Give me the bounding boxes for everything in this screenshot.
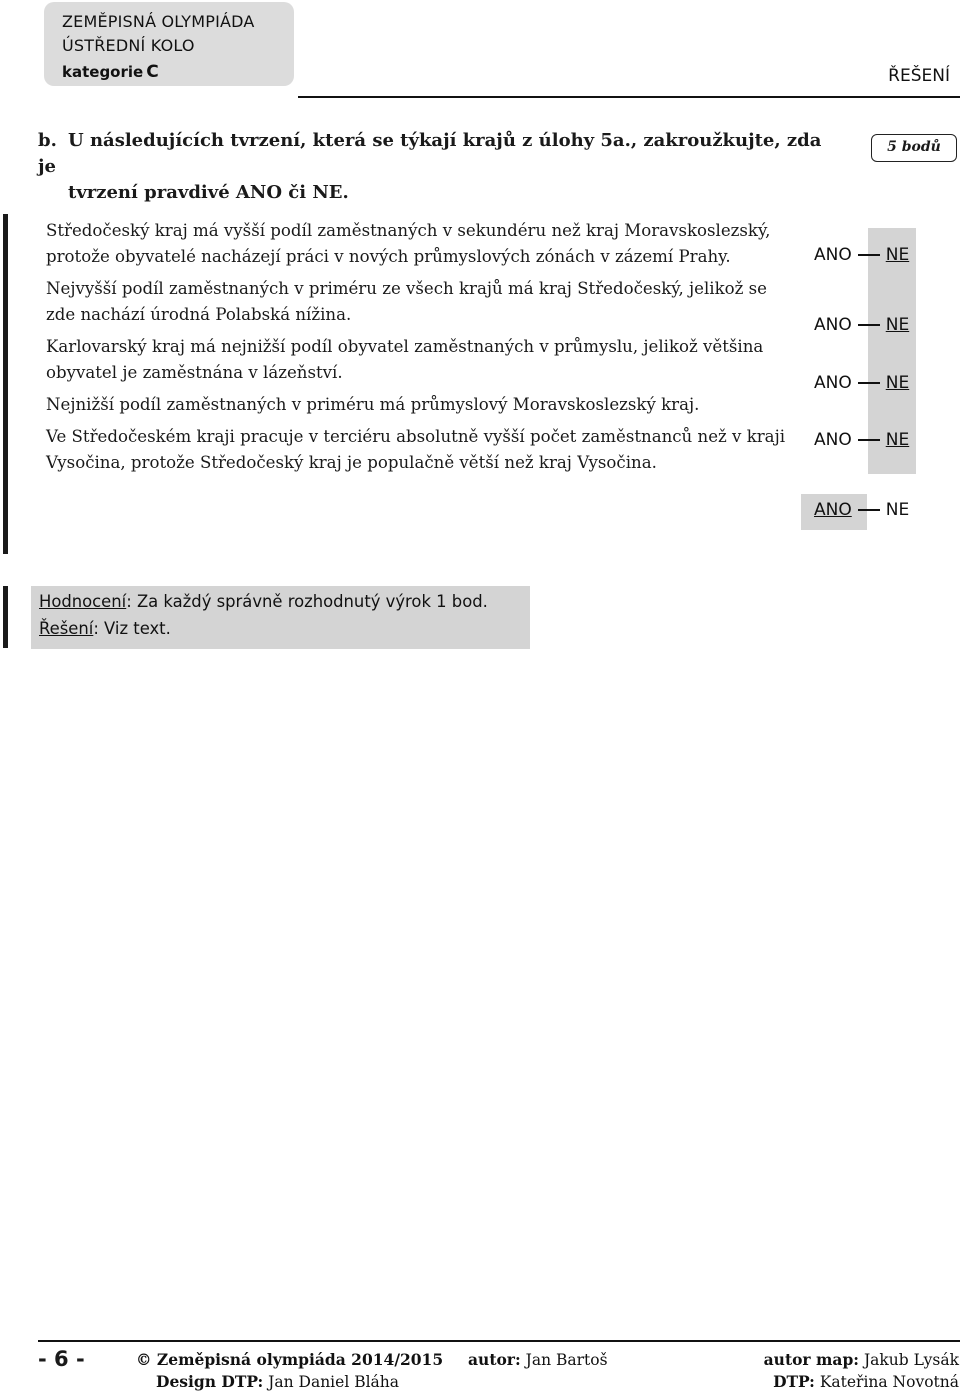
footer-author: autor: Jan Bartoš bbox=[468, 1350, 608, 1369]
header-category bbox=[62, 58, 276, 86]
reseni-text: : Viz text. bbox=[93, 619, 171, 638]
statement-1: Středočeský kraj má vyšší podíl zaměstnaných v sekundéru než kraj Moravskoslezský, protože obyvatelé nacházejí práci v nových průmyslových zónách v zázemí Prahy. bbox=[46, 221, 771, 266]
answer-4 bbox=[814, 430, 909, 450]
header-title: ZEMĚPISNÁ OLYMPIÁDA bbox=[62, 12, 255, 31]
answer-no: NE bbox=[885, 500, 910, 520]
footer-dtp: DTP: Kateřina Novotná bbox=[773, 1372, 959, 1391]
evaluation-margin-bar bbox=[3, 586, 8, 648]
header-round: ÚSTŘEDNÍ KOLO bbox=[62, 36, 195, 55]
statement-3: Karlovarský kraj má nejnižší podíl obyvatel zaměstnaných v průmyslu, jelikož většina obyvatel je zaměstnána v lázeňství. bbox=[46, 337, 764, 382]
answer-yes: ANO bbox=[814, 245, 852, 265]
answer-no-chosen: NE bbox=[885, 373, 910, 393]
hodnoceni-text: : Za každý správně rozhodnutý výrok 1 bod. bbox=[126, 592, 488, 611]
answer-yes: ANO bbox=[814, 373, 852, 393]
statements-list bbox=[46, 218, 786, 482]
answer-yes: ANO bbox=[814, 315, 852, 335]
task-instruction bbox=[38, 128, 838, 206]
category-label: kategorie bbox=[62, 63, 144, 81]
answer-no-chosen: NE bbox=[885, 245, 910, 265]
reseni-label: Řešení bbox=[39, 619, 94, 638]
answer-3 bbox=[814, 373, 909, 393]
statement-5: Ve Středočeském kraji pracuje v terciéru absolutně vyšší počet zaměstnanců než v kraji Vysočina, protože Středočeský kraj je populačně větší než kraj Vysočina. bbox=[46, 427, 786, 472]
evaluation-box bbox=[31, 586, 530, 649]
answer-no-chosen: NE bbox=[885, 430, 910, 450]
answer-dash bbox=[858, 439, 880, 441]
header-divider bbox=[298, 96, 960, 98]
section-label: ŘEŠENÍ bbox=[888, 66, 950, 86]
answer-5 bbox=[814, 500, 909, 520]
page-number: - 6 - bbox=[38, 1347, 85, 1371]
answer-1 bbox=[814, 245, 909, 265]
answer-2 bbox=[814, 315, 909, 335]
statement-2: Nejvyšší podíl zaměstnaných v priméru ze všech krajů má kraj Středočeský, jelikož se zde nachází úrodná Polabská nížina. bbox=[46, 279, 767, 324]
footer-divider bbox=[38, 1340, 960, 1342]
answer-yes-chosen: ANO bbox=[814, 500, 852, 520]
footer-copyright: © Zeměpisná olympiáda 2014/2015 bbox=[136, 1350, 444, 1369]
statement-4: Nejnižší podíl zaměstnaných v priméru má průmyslový Moravskoslezský kraj. bbox=[46, 395, 700, 414]
answer-dash bbox=[858, 254, 880, 256]
answer-no-chosen: NE bbox=[885, 315, 910, 335]
competition-header bbox=[44, 2, 294, 86]
points-badge: 5 bodů bbox=[871, 134, 957, 162]
task-line-2: tvrzení pravdivé ANO či NE. bbox=[68, 182, 349, 203]
footer-design-dtp: Design DTP: Jan Daniel Bláha bbox=[156, 1372, 400, 1391]
evaluation-solution bbox=[39, 615, 522, 642]
category-letter: C bbox=[146, 62, 159, 82]
task-letter: b. bbox=[38, 130, 57, 151]
answer-dash bbox=[858, 382, 880, 384]
answer-dash bbox=[858, 509, 880, 511]
answer-yes: ANO bbox=[814, 430, 852, 450]
evaluation-scoring bbox=[39, 588, 522, 615]
answer-dash bbox=[858, 324, 880, 326]
statements-margin-bar bbox=[3, 214, 8, 554]
footer-map-author: autor map: Jakub Lysák bbox=[763, 1350, 959, 1369]
task-line-1: U následujících tvrzení, která se týkají krajů z úlohy 5a., zakroužkujte, zda je bbox=[38, 130, 822, 177]
hodnoceni-label: Hodnocení bbox=[39, 592, 127, 611]
